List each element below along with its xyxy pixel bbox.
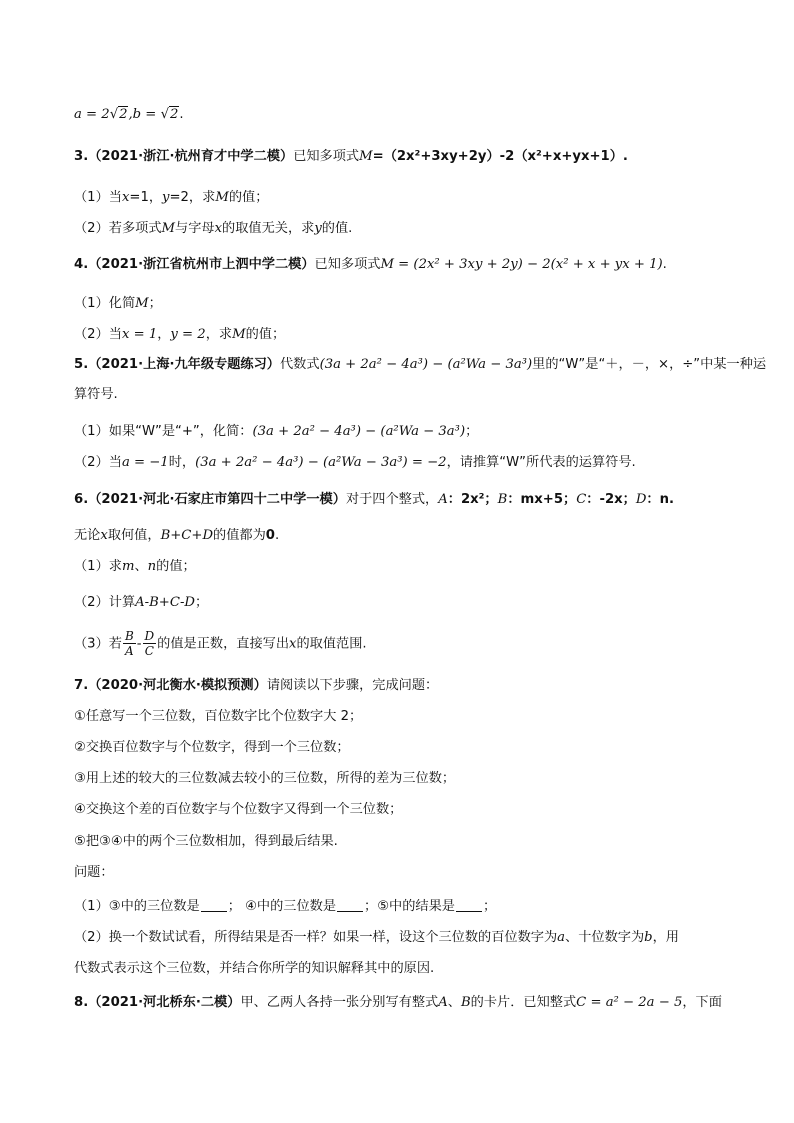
step-1: ①任意写一个三位数，百位数字比个位数字大 2； [74,709,363,724]
sqrt-value: 2 [119,107,128,122]
question-source: （2021·浙江省杭州市上泗中学二模） [88,257,315,272]
question-number: 5 [74,357,84,372]
question-number: 3 [74,149,84,164]
question-label: 问题： [74,865,114,880]
question-source: （2020·河北衡水·模拟预测） [88,678,267,693]
question-5-continued: 算符号. [74,387,118,402]
question-text: 已知多项式 [314,257,381,272]
question-number: 6 [74,492,84,507]
question-6-part-3: （3）若 $\frac{B}{A}$ - $\frac{D}{C}$ 的值是正数，直接写出x的取值范围. [74,629,367,658]
expression: C = a² − 2a − 5 [576,995,683,1010]
expression: (3a + 2a² − 4a³) − (a²Wa − 3a³) = −2 [195,455,447,470]
question-5-part-2: （2）当a = −1时，(3a + 2a² − 4a³) − (a²Wa − 3a³) = −2，请推算“W”所代表的运算符号. [74,455,636,470]
math-b: ,b = [128,107,161,122]
expression: (3a + 2a² − 4a³) − (a²Wa − 3a³) [252,424,466,439]
question-3-part-1: （1）当x=1，y=2，求M的值； [74,190,269,205]
question-number: 7 [74,678,84,693]
step-3: ③用上述的较大的三位数减去较小的三位数，所得的差为三位数； [74,771,456,786]
question-6-part-1: （1）求m、n的值； [74,559,196,574]
var-m: M [359,149,373,164]
fraction-b-over-a: $\frac{B}{A}$ [124,629,134,658]
question-text: 甲、乙两人各持一张分别写有整式 [240,995,439,1010]
step-5: ⑤把③④中的两个三位数相加，得到最后结果. [74,834,338,849]
expression: =（2x²+3xy+2y）-2（x²+x+yx+1）. [372,149,628,164]
question-4-part-1: （1）化简M； [74,296,162,311]
question-5: 5.（2021·上海·九年级专题练习）代数式(3a + 2a² − 4a³) − (a²Wa − 3a³)里的“W”是“＋，－，×，÷”中某一种运 [74,357,767,372]
expression: M = (2x² + 3xy + 2y) − 2(x² + x + yx + 1) [380,257,663,272]
answer-blank[interactable] [337,898,363,912]
period: . [179,107,184,122]
question-6-condition: 无论x取何值，B+C+D的值都为0. [74,528,280,543]
question-7: 7.（2020·河北衡水·模拟预测）请阅读以下步骤，完成问题： [74,678,439,693]
expression: (3a + 2a² − 4a³) − (a²Wa − 3a³) [319,357,533,372]
question-5-part-1: （1）如果“W”是“+”，化简：(3a + 2a² − 4a³) − (a²Wa − 3a³)； [74,424,479,439]
answer-line [74,106,754,124]
question-8: 8.（2021·河北桥东·二模）甲、乙两人各持一张分别写有整式A、B的卡片．已知整式C = a² − 2a − 5，下面 [74,995,722,1010]
question-source: （2021·上海·九年级专题练习） [88,357,280,372]
math-a: a = 2 [74,107,110,122]
sqrt-symbol: √ [160,107,169,122]
question-text: 代数式 [280,357,320,372]
question-source: （2021·浙江·杭州育才中学二模） [88,149,294,164]
question-7-part-2-continued: 代数式表示这个三位数，并结合你所学的知识解释其中的原因. [74,961,435,976]
question-3-part-2: （2）若多项式M与字母x的取值无关，求y的值. [74,221,353,236]
sqrt-value: 2 [169,107,179,122]
step-4: ④交换这个差的百位数字与个位数字又得到一个三位数； [74,802,403,817]
question-number: 8 [74,995,84,1010]
question-3: 3.（2021·浙江·杭州育才中学二模）已知多项式M=（2x²+3xy+2y）-2（x²+x+yx+1）. [74,149,628,164]
answer-blank[interactable] [201,898,227,912]
question-source: （2021·河北·石家庄市第四十二中学一模） [88,492,346,507]
question-7-part-2: （2）换一个数试试看，所得结果是否一样？如果一样，设这个三位数的百位数字为a、十位数字为b，用 [74,930,679,945]
question-6: 6.（2021·河北·石家庄市第四十二中学一模）对于四个整式，A：2x²；B：mx+5；C：-2x；D：n. [74,492,674,507]
question-7-part-1: （1）③中的三位数是 ； ④中的三位数是 ；⑤中的结果是 ； [74,899,497,914]
fraction-d-over-c: $\frac{D}{C}$ [144,629,155,658]
question-4-part-2: （2）当x = 1，y = 2，求M的值； [74,327,286,342]
sqrt-symbol: √ [109,107,119,122]
question-4: 4.（2021·浙江省杭州市上泗中学二模）已知多项式M = (2x² + 3xy + 2y) − 2(x² + x + yx + 1). [74,257,667,272]
question-text: 对于四个整式， [345,492,439,507]
question-text: 请阅读以下步骤，完成问题： [266,678,439,693]
question-number: 4 [74,257,84,272]
question-text: 已知多项式 [293,149,360,164]
answer-blank[interactable] [456,898,482,912]
question-source: （2021·河北桥东·二模） [88,995,241,1010]
question-6-part-2: （2）计算A-B+C-D； [74,595,209,610]
step-2: ②交换百位数字与个位数字，得到一个三位数； [74,740,350,755]
